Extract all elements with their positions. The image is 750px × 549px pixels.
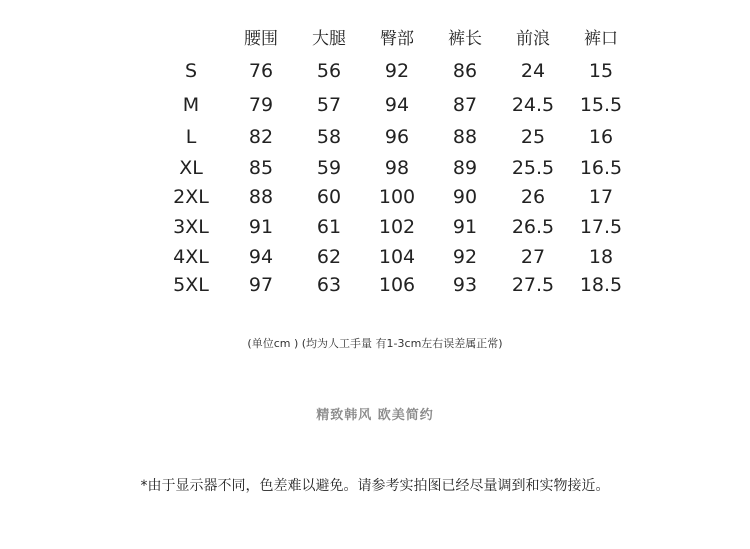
table-cell: 97 [248, 273, 274, 296]
table-cell: 82 [248, 126, 274, 148]
table-cell: 86 [452, 59, 478, 82]
table-cell: 17 [588, 186, 614, 208]
table-row [155, 243, 635, 271]
header-front-rise: 前浪 [516, 28, 550, 49]
size-label: L [185, 126, 197, 148]
color-disclaimer: *由于显示器不同，色差难以避免。请参考实拍图已经尽量调到和实物接近。 [140, 478, 610, 494]
size-label: S [184, 59, 198, 82]
table-cell: 24.5 [511, 94, 555, 116]
table-cell: 58 [316, 126, 342, 148]
table-cell: 93 [452, 273, 478, 296]
table-cell: 85 [248, 157, 274, 179]
size-label: M [182, 94, 200, 116]
table-cell: 26 [520, 186, 546, 208]
table-cell: 24 [520, 59, 546, 82]
table-cell: 57 [316, 94, 342, 116]
table-cell: 15 [588, 59, 614, 82]
table-cell: 92 [452, 246, 478, 268]
table-cell: 63 [316, 273, 342, 296]
header-hip: 臀部 [380, 28, 414, 49]
table-cell: 61 [316, 216, 342, 238]
size-label: 3XL [173, 216, 209, 238]
size-label: 4XL [173, 246, 209, 268]
table-cell: 94 [384, 94, 410, 116]
table-cell: 17.5 [579, 216, 623, 238]
table-cell: 92 [384, 59, 410, 82]
table-cell: 27.5 [511, 273, 555, 296]
table-cell: 16 [588, 126, 614, 148]
table-cell: 87 [452, 94, 478, 116]
size-label: XL [179, 157, 203, 179]
header-leg-opening: 裤口 [584, 28, 618, 49]
measurement-note: (单位cm ) (均为人工手量 有1-3cm左右误差属正常) [247, 337, 503, 350]
table-cell: 59 [316, 157, 342, 179]
table-cell: 91 [248, 216, 274, 238]
table-row [155, 211, 635, 243]
table-cell: 18 [588, 246, 614, 268]
size-chart-table [155, 20, 635, 298]
table-cell: 94 [248, 246, 274, 268]
table-cell: 104 [378, 246, 416, 268]
table-cell: 60 [316, 186, 342, 208]
header-row [155, 20, 635, 52]
table-cell: 25 [520, 126, 546, 148]
header-length: 裤长 [448, 28, 482, 49]
table-cell: 98 [384, 157, 410, 179]
table-cell: 90 [452, 186, 478, 208]
table-cell: 16.5 [579, 157, 623, 179]
table-row [155, 183, 635, 211]
table-cell: 62 [316, 246, 342, 268]
size-label: 2XL [173, 186, 209, 208]
table-cell: 88 [248, 186, 274, 208]
size-label: 5XL [173, 273, 209, 296]
table-cell: 96 [384, 126, 410, 148]
table-row [155, 52, 635, 89]
header-thigh: 大腿 [312, 28, 346, 49]
table-cell: 26.5 [511, 216, 555, 238]
table-cell: 18.5 [579, 273, 623, 296]
table-cell: 91 [452, 216, 478, 238]
table-row [155, 89, 635, 121]
table-cell: 79 [248, 94, 274, 116]
table-cell: 56 [316, 59, 342, 82]
header-size [155, 20, 227, 52]
table-cell: 76 [248, 59, 274, 82]
header-waist: 腰围 [244, 28, 278, 49]
table-cell: 15.5 [579, 94, 623, 116]
table-cell: 100 [378, 186, 416, 208]
style-slogan: 精致韩风 欧美简约 [316, 408, 434, 423]
table-row [155, 121, 635, 153]
table-cell: 89 [452, 157, 478, 179]
table-cell: 106 [378, 273, 416, 296]
table-cell: 27 [520, 246, 546, 268]
table-cell: 25.5 [511, 157, 555, 179]
table-cell: 102 [378, 216, 416, 238]
table-row [155, 271, 635, 298]
table-row [155, 153, 635, 183]
table-cell: 88 [452, 126, 478, 148]
